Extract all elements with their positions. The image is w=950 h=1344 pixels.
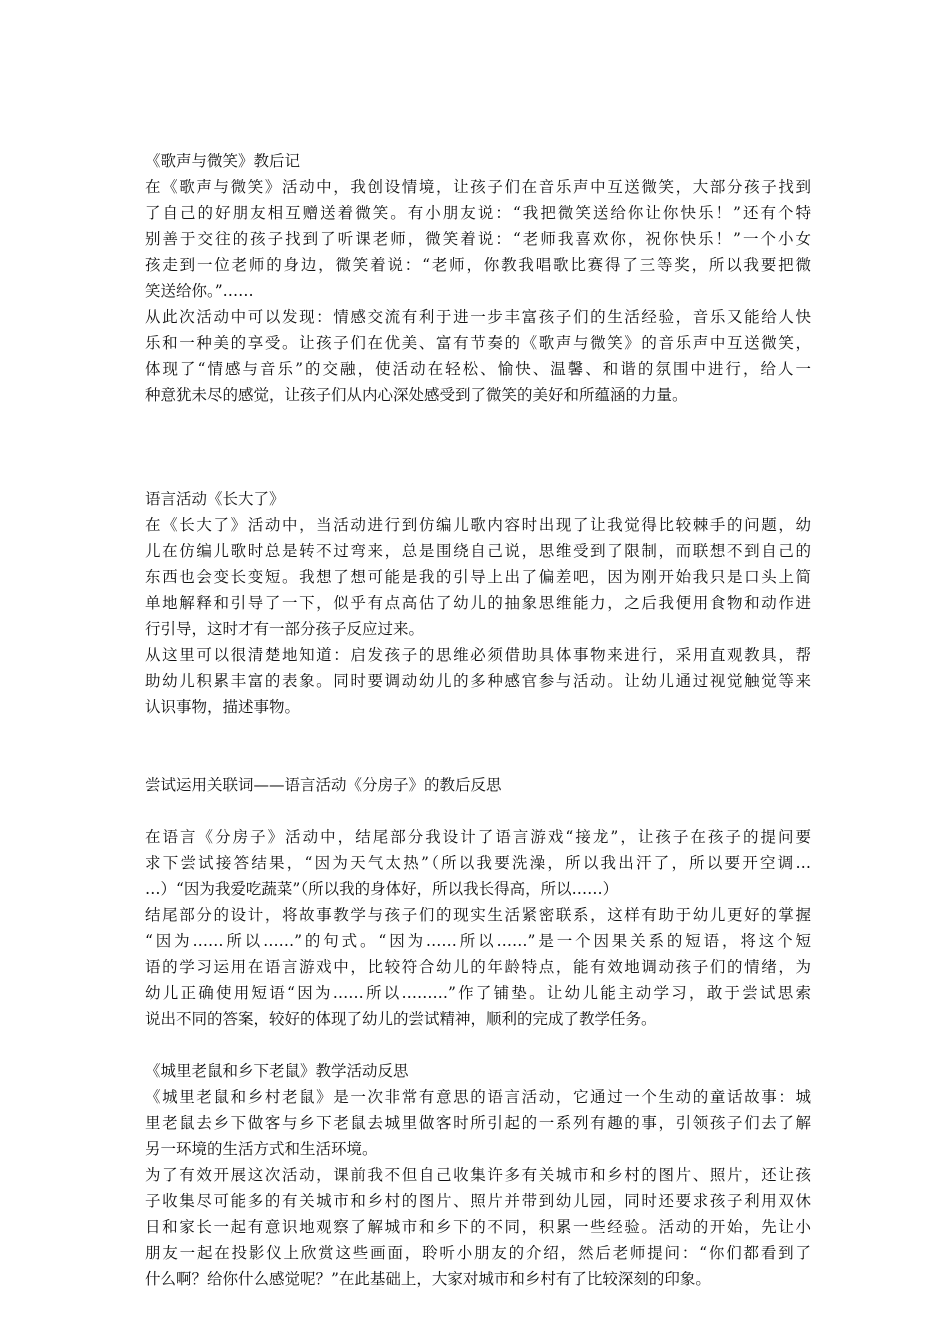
text-line: 幼儿正确使用短语“因为……所以………”作了铺垫。让幼儿能主动学习，敢于尝试思索 [145, 984, 811, 1002]
text-line: 《城里老鼠和乡村老鼠》是一次非常有意思的语言活动，它通过一个生动的童话故事：城 [145, 1088, 811, 1106]
paragraph [145, 174, 811, 304]
text-line: 里老鼠去乡下做客与乡下老鼠去城里做客时所引起的一系列有趣的事，引领孩子们去了解 [145, 1114, 811, 1132]
paragraph [145, 642, 811, 720]
text-line: 东西也会变长变短。我想了想可能是我的引导上出了偏差吧，因为刚开始我只是口头上简 [145, 568, 811, 586]
paragraph [145, 1162, 811, 1292]
text-line: 子收集尽可能多的有关城市和乡村的图片、照片并带到幼儿园，同时还要求孩子利用双休 [145, 1192, 811, 1210]
text-line: …）“因为我爱吃蔬菜”（所以我的身体好，所以我长得高，所以……） [145, 880, 619, 898]
text-line: 种意犹未尽的感觉，让孩子们从内心深处感受到了微笑的美好和所蕴涵的力量。 [145, 386, 688, 404]
text-line: 朋友一起在投影仪上欣赏这些画面，聆听小朋友的介绍，然后老师提问：“你们都看到了 [145, 1244, 811, 1262]
section-title: 尝试运用关联词——语言活动《分房子》的教后反思 [145, 776, 502, 794]
document-page [145, 148, 811, 1292]
text-line: 从此次活动中可以发现：情感交流有利于进一步丰富孩子们的生活经验，音乐又能给人快 [145, 308, 811, 326]
text-line: 说出不同的答案，较好的体现了幼儿的尝试精神，顺利的完成了教学任务。 [145, 1010, 657, 1028]
text-line: 了自己的好朋友相互赠送着微笑。有小朋友说：“我把微笑送给你让你快乐！”还有个特 [145, 204, 811, 222]
section-2 [145, 486, 811, 720]
text-line: 从这里可以很清楚地知道：启发孩子的思维必须借助具体事物来进行，采用直观教具，帮 [145, 646, 811, 664]
paragraph [145, 512, 811, 642]
text-line: 孩走到一位老师的身边，微笑着说：“老师，你教我唱歌比赛得了三等奖，所以我要把微 [145, 256, 811, 274]
text-line: 认识事物，描述事物。 [145, 698, 301, 716]
section-title: 《歌声与微笑》教后记 [145, 152, 301, 170]
text-line: 在《长大了》活动中，当活动进行到仿编儿歌内容时出现了让我觉得比较棘手的问题，幼 [145, 516, 811, 534]
section-3 [145, 772, 811, 1032]
spacer [145, 460, 811, 486]
spacer [145, 1032, 811, 1058]
text-line: 体现了“情感与音乐”的交融，使活动在轻松、愉快、温馨、和谐的氛围中进行，给人一 [145, 360, 811, 378]
text-line: 别善于交往的孩子找到了听课老师，微笑着说：“老师我喜欢你，祝你快乐！”一个小女 [145, 230, 811, 248]
text-line: 另一环境的生活方式和生活环境。 [145, 1140, 378, 1158]
text-line: 日和家长一起有意识地观察了解城市和乡下的不同，积累一些经验。活动的开始，先让小 [145, 1218, 811, 1236]
text-line: 求下尝试接答结果，“因为天气太热”（所以我要洗澡，所以我出汗了，所以要开空调… [145, 854, 811, 872]
text-line: 为了有效开展这次活动，课前我不但自己收集许多有关城市和乡村的图片、照片，还让孩 [145, 1166, 811, 1184]
text-line: 在《歌声与微笑》活动中，我创设情境，让孩子们在音乐声中互送微笑，大部分孩子找到 [145, 178, 811, 196]
section-title: 《城里老鼠和乡下老鼠》教学活动反思 [145, 1062, 409, 1080]
text-line: “因为……所以……”的句式。“因为……所以……”是一个因果关系的短语，将这个短 [145, 932, 811, 950]
spacer [145, 408, 811, 460]
paragraph [145, 824, 811, 902]
paragraph [145, 304, 811, 408]
spacer [145, 798, 811, 824]
text-line: 乐和一种美的享受。让孩子们在优美、富有节奏的《歌声与微笑》的音乐声中互送微笑， [145, 334, 811, 352]
section-4 [145, 1058, 811, 1292]
text-line: 结尾部分的设计，将故事教学与孩子们的现实生活紧密联系，这样有助于幼儿更好的掌握 [145, 906, 811, 924]
paragraph [145, 1084, 811, 1162]
text-line: 儿在仿编儿歌时总是转不过弯来，总是围绕自己说，思维受到了限制，而联想不到自己的 [145, 542, 811, 560]
text-line: 单地解释和引导了一下，似乎有点高估了幼儿的抽象思维能力，之后我便用食物和动作进 [145, 594, 811, 612]
section-1 [145, 148, 811, 408]
section-title: 语言活动《长大了》 [145, 490, 285, 508]
spacer [145, 720, 811, 772]
text-line: 助幼儿积累丰富的表象。同时要调动幼儿的多种感官参与活动。让幼儿通过视觉触觉等来 [145, 672, 811, 690]
text-line: 语的学习运用在语言游戏中，比较符合幼儿的年龄特点，能有效地调动孩子们的情绪，为 [145, 958, 811, 976]
text-line: 在语言《分房子》活动中，结尾部分我设计了语言游戏“接龙”，让孩子在孩子的提问要 [145, 828, 811, 846]
paragraph [145, 902, 811, 1032]
text-line: 行引导，这时才有一部分孩子反应过来。 [145, 620, 425, 638]
text-line: 笑送给你。”…… [145, 282, 254, 300]
text-line: 什么啊？给你什么感觉呢？”在此基础上，大家对城市和乡村有了比较深刻的印象。 [145, 1270, 711, 1288]
